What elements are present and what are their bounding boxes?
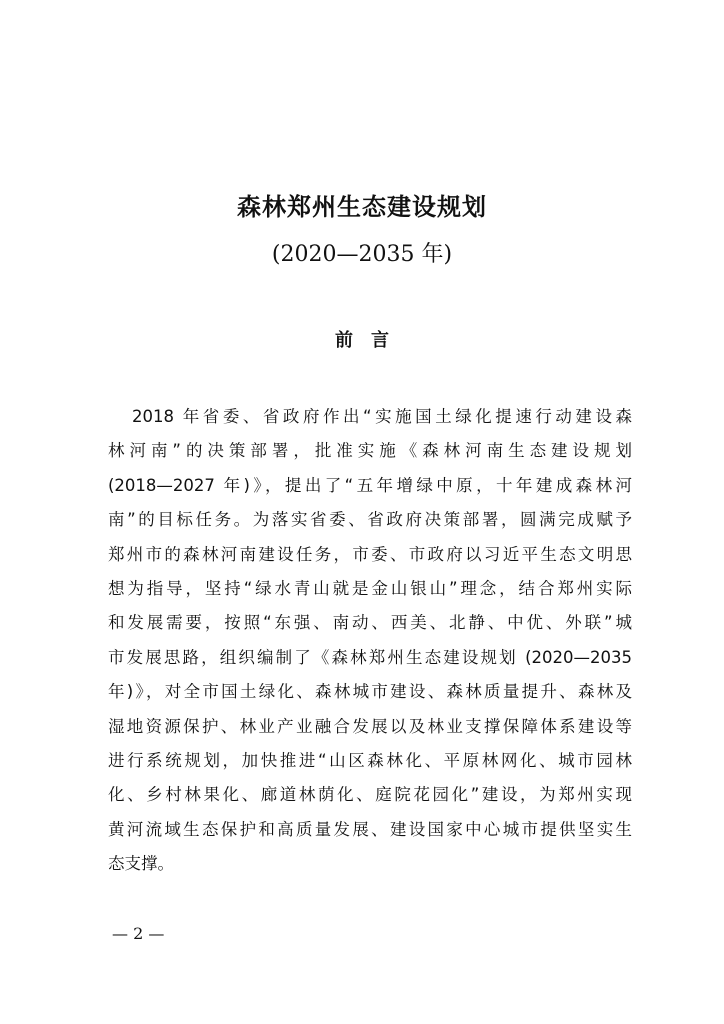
paragraph-line: 南”的目标任务。为落实省委、省政府决策部署，圆满完成赋予 <box>108 510 632 530</box>
section-heading-preface: 前言 <box>335 330 407 351</box>
paragraph-line: 林河南”的决策部署，批准实施《森林河南生态建设规划 <box>108 441 632 461</box>
paragraph-line: 2018 年省委、省政府作出“实施国土绿化提速行动建设森 <box>132 407 632 426</box>
page-number: — 2 — <box>112 924 165 943</box>
paragraph-line: 湿地资源保护、林业产业融合发展以及林业支撑保障体系建设等 <box>108 716 632 736</box>
paragraph-line: 市发展思路，组织编制了《森林郑州生态建设规划 (2020—2035 <box>108 647 632 667</box>
paragraph-line: 年)》，对全市国土绿化、森林城市建设、森林质量提升、森林及 <box>108 682 632 702</box>
document-subtitle: (2020—2035 年) <box>271 242 453 267</box>
paragraph-line: (2018—2027 年)》，提出了“五年增绿中原，十年建成森林河 <box>108 475 632 495</box>
paragraph-line: 郑州市的森林河南建设任务，市委、市政府以习近平生态文明思 <box>108 544 632 564</box>
paragraph-line: 想为指导，坚持“绿水青山就是金山银山”理念，结合郑州实际 <box>108 579 632 599</box>
paragraph-line: 态支撑。 <box>108 854 174 874</box>
paragraph-line: 化、乡村林果化、廊道林荫化、庭院花园化”建设，为郑州实现 <box>108 785 632 805</box>
preface-paragraph <box>108 400 632 882</box>
document-title: 森林郑州生态建设规划 <box>237 192 487 221</box>
paragraph-line: 和发展需要，按照“东强、南动、西美、北静、中优、外联”城 <box>108 613 632 633</box>
paragraph-line: 黄河流域生态保护和高质量发展、建设国家中心城市提供坚实生 <box>108 819 632 839</box>
paragraph-line: 进行系统规划，加快推进“山区森林化、平原林网化、城市园林 <box>108 751 632 771</box>
